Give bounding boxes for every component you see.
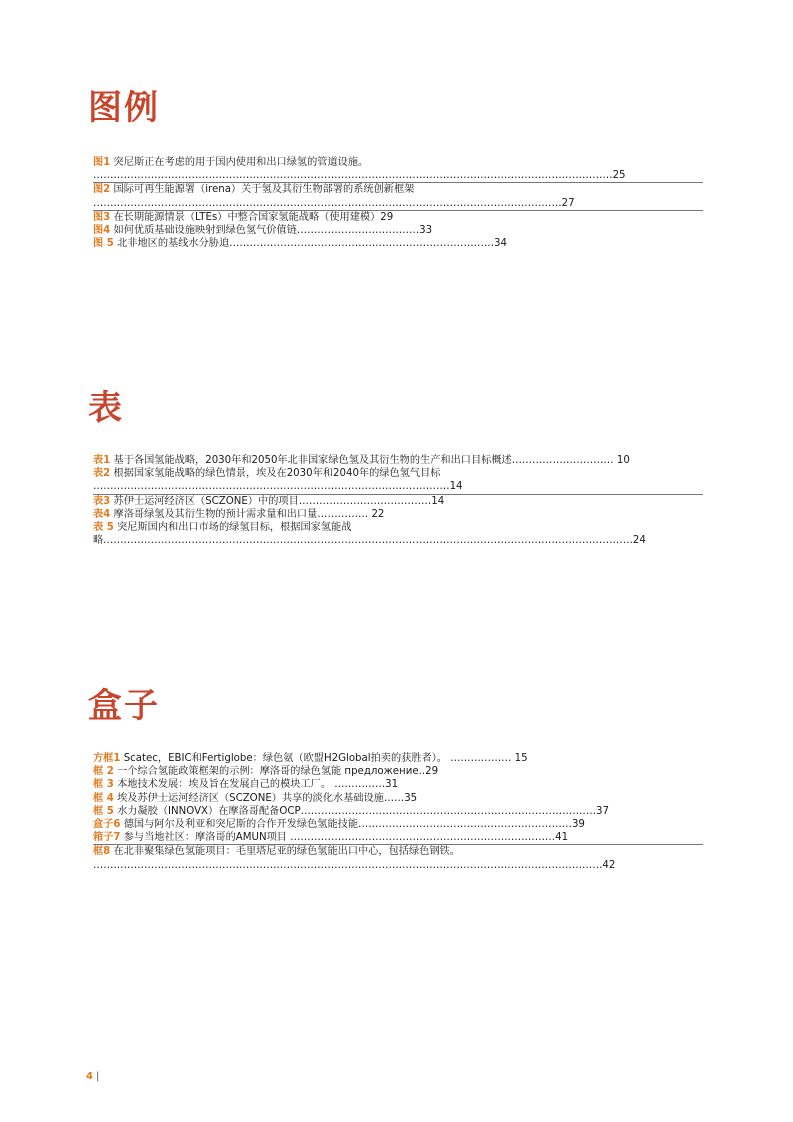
entry-label: 图2 <box>93 184 111 196</box>
page-footer <box>86 1071 99 1082</box>
entry-label: 表 5 <box>93 522 114 534</box>
list-item[interactable] <box>93 792 703 805</box>
entry-text: 如何优质基础设施映射到绿色氢气价值链………………………………33 <box>110 225 433 237</box>
entry-label: 框 4 <box>93 792 114 804</box>
list-item[interactable] <box>93 183 703 209</box>
entry-label: 表3 <box>93 495 111 507</box>
entry-text: 苏伊士运河经济区（SCZONE）中的项目…………………………………14 <box>110 495 445 507</box>
entry-label: 表4 <box>93 508 111 520</box>
list-item[interactable] <box>93 237 703 250</box>
list-item[interactable] <box>93 521 703 547</box>
entry-text: Scatec，EBIC和Fertiglobe：绿色氨（欧盟H2Global拍卖的获胜者）。 ……………… 15 <box>120 753 528 764</box>
entry-label: 框 3 <box>93 779 114 791</box>
list-item[interactable] <box>93 467 703 493</box>
page-number: 4 <box>86 1071 93 1082</box>
list-item[interactable] <box>93 454 703 467</box>
entry-text: 德国与阿尔及利亚和突尼斯的合作开发绿色氢能技能………………………………………………………39 <box>120 819 585 831</box>
list-item[interactable] <box>93 818 703 831</box>
entry-text: 埃及苏伊士运河经济区（SCZONE）共享的淡化水基础设施……35 <box>113 792 418 804</box>
entry-label: 框 2 <box>93 766 114 778</box>
entry-text: 摩洛哥绿氢及其衍生物的预计需求量和出口量…………… 22 <box>110 508 385 520</box>
entry-label: 图3 <box>93 211 111 223</box>
entry-label: 图4 <box>93 225 111 237</box>
list-item[interactable] <box>93 211 703 224</box>
tables-list <box>93 454 703 547</box>
list-item[interactable] <box>93 224 703 237</box>
boxes-list <box>93 752 703 872</box>
entry-text: 突尼斯国内和出口市场的绿氢目标，根据国家氢能战略…………………………………………………………………………………………………………………………………………24 <box>93 522 646 547</box>
entry-text: 突尼斯正在考虑的用于国内使用和出口绿氢的管道设施。 ………………………………………………………………………………………………………………………………………25 <box>93 157 626 182</box>
entry-label: 图 5 <box>93 238 114 250</box>
list-item[interactable] <box>93 495 703 508</box>
entry-label: 框 5 <box>93 805 114 817</box>
entry-text: 国际可再生能源署（irena）关于氢及其衍生物部署的系统创新框架 …………………………………………………………………………………………………………………………27 <box>93 184 575 209</box>
entry-text: 在长期能源情景（LTEs）中整合国家氢能战略（使用建模）29 <box>110 211 394 223</box>
boxes-heading: 盒子 <box>88 686 160 726</box>
list-item[interactable] <box>93 845 703 871</box>
list-item[interactable] <box>93 156 703 182</box>
entry-label: 框8 <box>93 846 111 858</box>
entry-text: 在北非聚集绿色氢能项目：毛里塔尼亚的绿色氢能出口中心，包括绿色钢铁。 ……………………………………………………………………………………………………………………………………42 <box>93 846 616 871</box>
entry-text: 北非地区的基线水分胁迫……………………………………………………………………34 <box>113 238 507 250</box>
list-item[interactable] <box>93 508 703 521</box>
list-item[interactable] <box>93 805 703 818</box>
footer-separator: | <box>95 1071 100 1082</box>
entry-label: 箱子7 <box>93 832 121 844</box>
list-item[interactable] <box>93 831 703 844</box>
list-item[interactable] <box>93 765 703 778</box>
entry-label: 方框1 <box>93 753 121 764</box>
entry-label: 表1 <box>93 455 111 466</box>
list-item[interactable] <box>93 752 703 765</box>
figures-list <box>93 156 703 250</box>
entry-label: 表2 <box>93 468 111 480</box>
entry-text: 基于各国氢能战略，2030年和2050年北非国家绿色氢及其衍生物的生产和出口目标概述………………………… 10 <box>110 455 630 466</box>
entry-text: 根据国家氢能战略的绿色情景，埃及在2030年和2040年的绿色氢气目标 ……………………………………………………………………………………………14 <box>93 468 463 493</box>
figures-heading: 图例 <box>88 88 160 128</box>
entry-label: 图1 <box>93 157 111 168</box>
entry-label: 盒子6 <box>93 819 121 831</box>
tables-heading: 表 <box>88 388 124 428</box>
entry-text: 水力凝胶（INNOVX）在摩洛哥配备OCP……………………………………………………………………………37 <box>113 805 610 817</box>
entry-text: 本地技术发展：埃及旨在发展自己的模块工厂。 ……………31 <box>113 779 399 791</box>
entry-text: 一个综合氢能政策框架的示例：摩洛哥的绿色氢能 предложение..29 <box>113 766 439 778</box>
entry-text: 参与当地社区：摩洛哥的AMUN项目 ……………………………………………………………………41 <box>120 832 569 844</box>
list-item[interactable] <box>93 778 703 791</box>
